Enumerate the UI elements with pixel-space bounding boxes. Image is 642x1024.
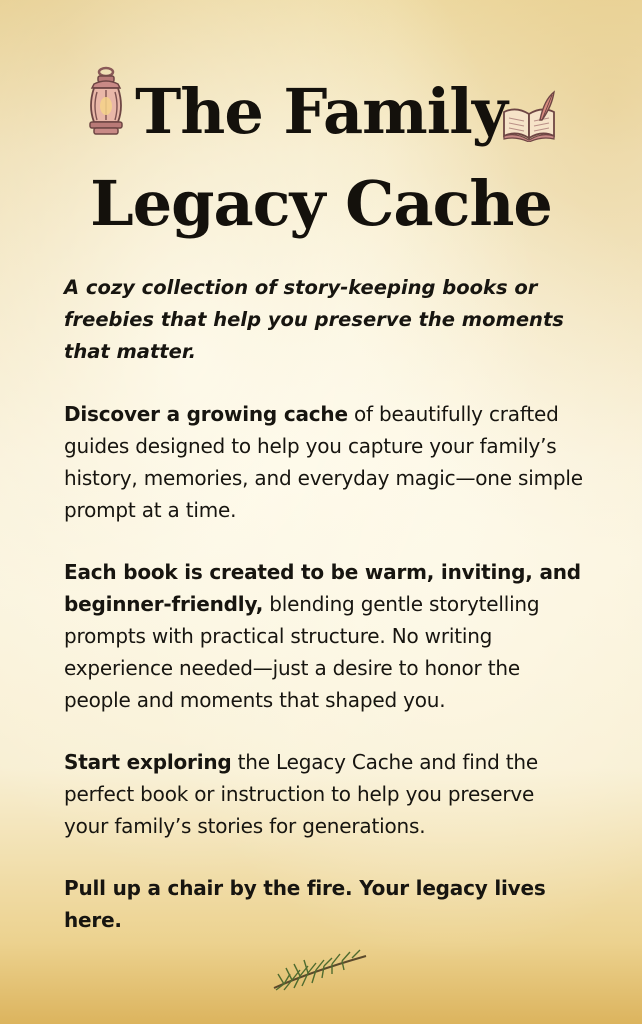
paragraph-body: the Legacy Cache and find the perfect book or instruction to help you preserve your family’s stories for generations. (64, 750, 538, 838)
page-title (0, 66, 642, 250)
paragraph-lead: Start exploring (64, 750, 232, 774)
paragraph-body: of beautifully crafted guides designed to help you capture your family’s history, memories, and everyday magic—one simple prompt at a time. (64, 402, 583, 522)
spacer (64, 526, 584, 556)
title-line-2: Legacy Cache (90, 167, 552, 240)
title-line-1: The Family (135, 75, 507, 148)
body-content (64, 272, 584, 936)
pine-branch-icon (270, 938, 370, 994)
closing-text (64, 872, 584, 936)
intro-text: A cozy collection of story-keeping books or freebies that help you preserve the moments that matter. (64, 276, 564, 363)
spacer (64, 716, 584, 746)
paragraph-discover (64, 398, 584, 526)
paragraph-start-exploring (64, 746, 584, 842)
paragraph-body: blending gentle storytelling prompts with practical structure. No writing experience needed—just a desire to honor the people and moments that shaped you. (64, 592, 540, 712)
spacer (64, 842, 584, 872)
paragraph-lead: Discover a growing cache (64, 402, 348, 426)
paragraph-lead: Each book is created to be warm, inviting, and beginner-friendly, (64, 560, 581, 616)
closing-bold: Pull up a chair by the fire. Your legacy lives here. (64, 876, 546, 932)
spacer (64, 368, 584, 398)
paragraph-each-book (64, 556, 584, 716)
